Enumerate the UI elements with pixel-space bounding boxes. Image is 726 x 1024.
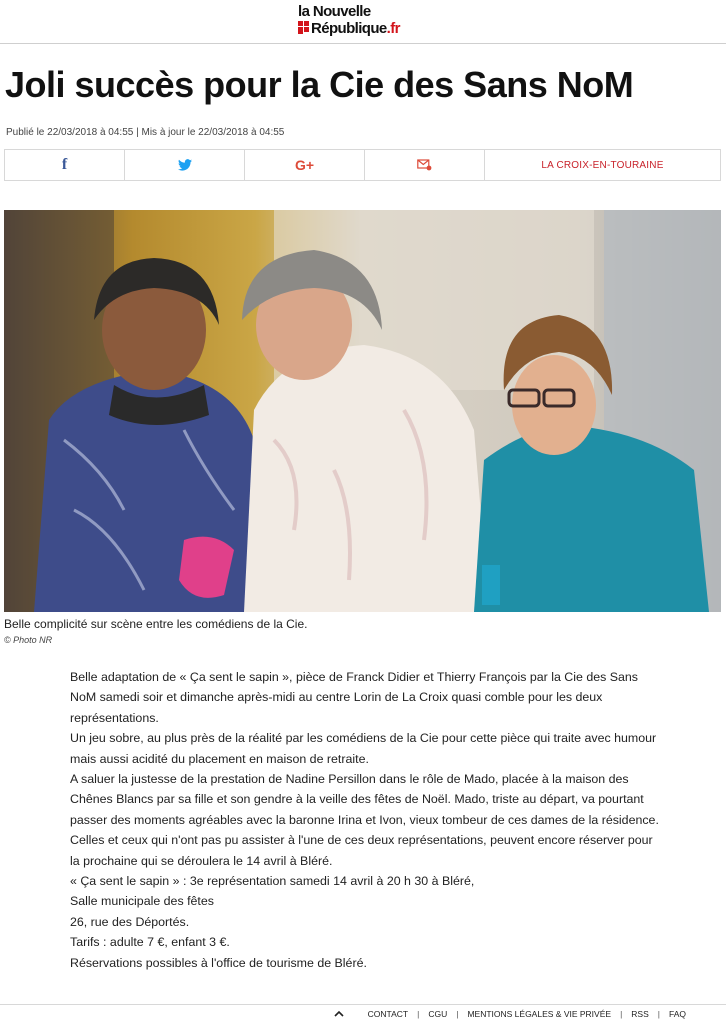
photo-credit: © Photo NR xyxy=(4,635,53,645)
article-paragraph: Belle adaptation de « Ça sent le sapin », pièce de Franck Didier et Thierry François par la Cie des Sans NoM samedi soir et dimanche après-midi au centre Lorin de La Croix quasi comble pour les deux représentations. xyxy=(70,670,638,725)
footer-link-legal[interactable]: MENTIONS LÉGALES & VIE PRIVÉE xyxy=(467,1009,612,1019)
share-google-plus-button[interactable] xyxy=(245,150,365,180)
article-photo xyxy=(4,210,721,612)
location-tag-link[interactable]: LA CROIX-EN-TOURAINE xyxy=(541,159,664,171)
mail-icon xyxy=(417,159,432,171)
site-header xyxy=(0,0,726,44)
article-paragraph: Tarifs : adulte 7 €, enfant 3 €. xyxy=(70,935,230,950)
article-paragraph: Un jeu sobre, au plus près de la réalité par les comédiens de la Cie pour cette pièce qui traite avec humour mais aussi acidité du placement en maison de retraite. xyxy=(70,731,657,766)
site-logo[interactable] xyxy=(298,3,428,41)
google-plus-icon: G+ xyxy=(294,157,315,173)
publish-meta: Publié le 22/03/2018 à 04:55 | Mis à jour le 22/03/2018 à 04:55 xyxy=(6,127,285,138)
footer-link-contact[interactable]: CONTACT xyxy=(367,1009,409,1019)
logo-line1: la Nouvelle xyxy=(298,3,371,20)
share-twitter-button[interactable] xyxy=(125,150,245,180)
footer-separator: | xyxy=(456,1009,459,1019)
share-mail-button[interactable] xyxy=(365,150,485,180)
article-body xyxy=(70,667,660,973)
scroll-top-icon[interactable] xyxy=(334,1009,344,1019)
article-paragraph: 26, rue des Déportés. xyxy=(70,914,190,929)
footer-separator: | xyxy=(657,1009,660,1019)
logo-mark-icon xyxy=(298,21,309,34)
share-bar xyxy=(4,149,721,181)
footer-link-rss[interactable]: RSS xyxy=(631,1009,649,1019)
article-paragraph: Celles et ceux qui n'ont pas pu assister à l'une de ces deux représentations, peuvent encore réserver pour la prochaine qui se déroulera le 14 avril à Bléré. xyxy=(70,833,653,868)
logo-line2 xyxy=(298,20,428,37)
facebook-icon: f xyxy=(61,156,68,173)
photo-caption: Belle complicité sur scène entre les comédiens de la Cie. xyxy=(4,617,308,631)
article-paragraph: A saluer la justesse de la prestation de Nadine Persillon dans le rôle de Mado, placée à la maison des Chênes Blancs par sa fille et son gendre à la veille des fêtes de Noël. Mado, triste au départ, va pourtant passer des moments agréables avec la baronne Irina et Ivon, vieux tombeur de ces dames de la résidence. xyxy=(70,772,659,827)
twitter-icon xyxy=(178,159,192,171)
footer-separator: | xyxy=(417,1009,420,1019)
footer-separator: | xyxy=(620,1009,623,1019)
article-paragraph: Salle municipale des fêtes xyxy=(70,894,214,909)
logo-suffix: .fr xyxy=(386,20,400,37)
article-paragraph: « Ça sent le sapin » : 3e représentation samedi 14 avril à 20 h 30 à Bléré, xyxy=(70,874,475,889)
footer-link-cgu[interactable]: CGU xyxy=(428,1009,448,1019)
footer-link-faq[interactable]: FAQ xyxy=(668,1009,686,1019)
article-paragraph: Réservations possibles à l'office de tourisme de Bléré. xyxy=(70,955,367,970)
share-facebook-button[interactable] xyxy=(5,150,125,180)
site-footer xyxy=(0,1004,726,1024)
logo-name: République xyxy=(311,20,387,37)
article-title: Joli succès pour la Cie des Sans NoM xyxy=(5,64,634,105)
footer-links xyxy=(334,1009,686,1019)
